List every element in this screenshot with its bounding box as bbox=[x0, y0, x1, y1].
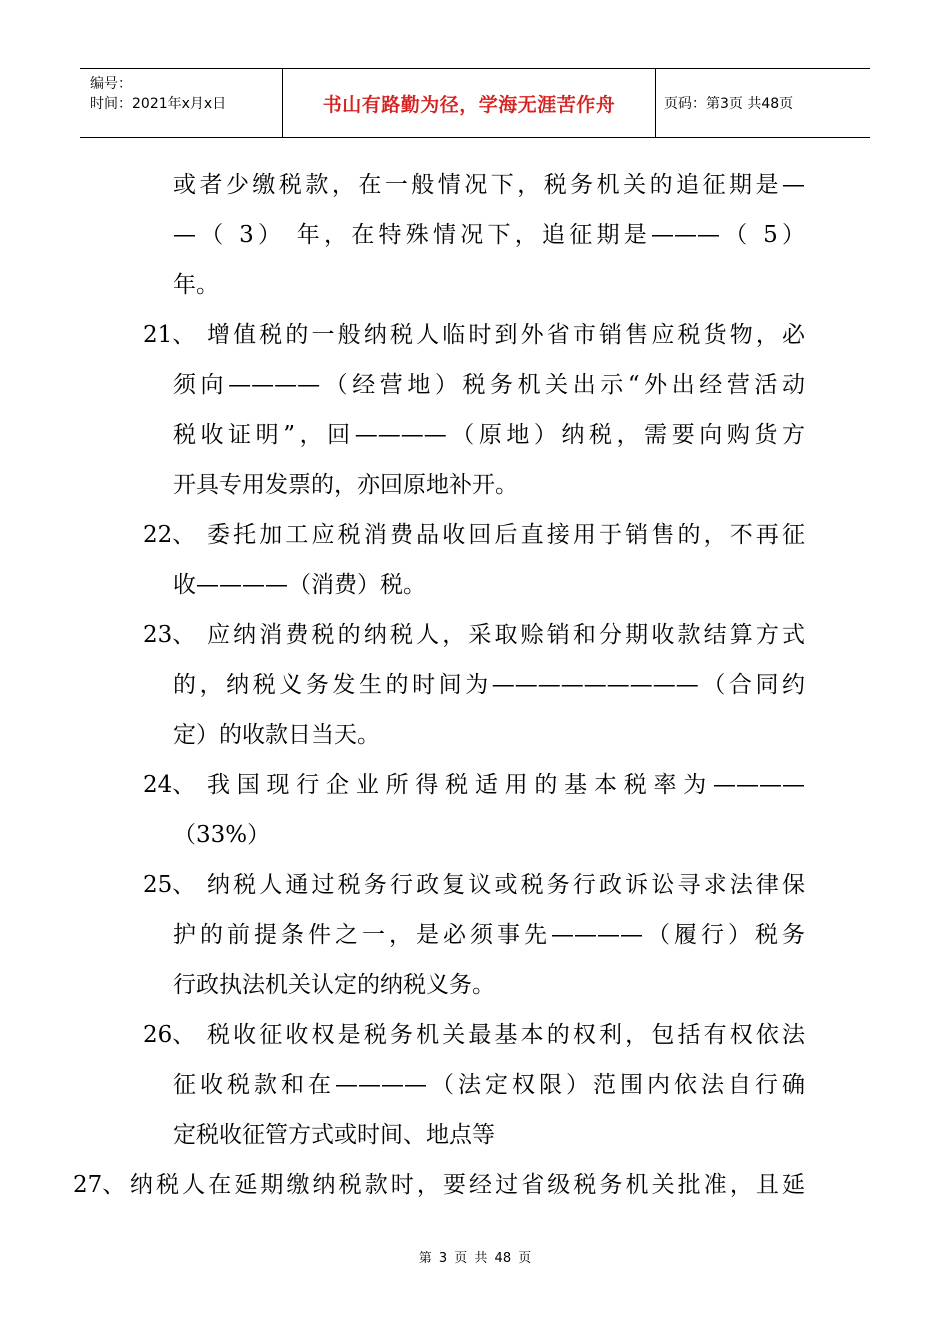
header-page-info: 页码：第3页 共48页 bbox=[664, 96, 794, 112]
paragraph-line: 须向————（经营地）税务机关出示“外出经营活动 bbox=[173, 372, 805, 398]
paragraph-line: 纳税人在延期缴纳税款时，要经过省级税务机关批准，且延 bbox=[130, 1172, 805, 1198]
paragraph-line: 征收税款和在————（法定权限）范围内依法自行确 bbox=[173, 1072, 805, 1098]
paragraph-line: 或者少缴税款，在一般情况下，税务机关的追征期是— bbox=[173, 172, 805, 198]
item-number: 21、 bbox=[143, 322, 196, 348]
paragraph-line: 委托加工应税消费品收回后直接用于销售的，不再征 bbox=[207, 522, 805, 548]
paragraph-line: 护的前提条件之一，是必须事先————（履行）税务 bbox=[173, 922, 805, 948]
paragraph-line: 税收证明”，回————（原地）纳税，需要向购货方 bbox=[173, 422, 805, 448]
paragraph-line: （33%） bbox=[173, 822, 271, 848]
paragraph-line: 增值税的一般纳税人临时到外省市销售应税货物，必 bbox=[207, 322, 805, 348]
item-number: 22、 bbox=[143, 522, 196, 548]
paragraph-line: 应纳消费税的纳税人，采取赊销和分期收款结算方式 bbox=[207, 622, 805, 648]
paragraph-line: 纳税人通过税务行政复议或税务行政诉讼寻求法律保 bbox=[207, 872, 805, 898]
header-number-label: 编号： bbox=[90, 76, 132, 92]
item-number: 25、 bbox=[143, 872, 196, 898]
paragraph-line: 税收征收权是税务机关最基本的权利，包括有权依法 bbox=[207, 1022, 805, 1048]
paragraph-line: 的，纳税义务发生的时间为—————————（合同约 bbox=[173, 672, 805, 698]
paragraph-line: 年。 bbox=[173, 272, 219, 298]
item-number: 27、 bbox=[73, 1172, 126, 1198]
header-table bbox=[80, 68, 870, 138]
paragraph-line: 行政执法机关认定的纳税义务。 bbox=[173, 972, 495, 998]
item-number: 23、 bbox=[143, 622, 196, 648]
item-number: 24、 bbox=[143, 772, 196, 798]
paragraph-line: 我国现行企业所得税适用的基本税率为———— bbox=[207, 772, 805, 798]
paragraph-line: 收————（消费）税。 bbox=[173, 572, 426, 598]
paragraph-line: —（ 3） 年，在特殊情况下，追征期是———（ 5） bbox=[173, 222, 805, 248]
page-footer: 第 3 页 共 48 页 bbox=[418, 1251, 532, 1266]
header-motto-cell bbox=[283, 69, 656, 137]
paragraph-line: 开具专用发票的，亦回原地补开。 bbox=[173, 472, 518, 498]
header-meta-cell bbox=[80, 69, 283, 137]
header-motto: 书山有路勤为径，学海无涯苦作舟 bbox=[322, 93, 616, 116]
paragraph-line: 定税收征管方式或时间、地点等 bbox=[173, 1122, 495, 1148]
header-time-label: 时间：2021年x月x日 bbox=[90, 96, 227, 112]
item-number: 26、 bbox=[143, 1022, 196, 1048]
paragraph-line: 定）的收款日当天。 bbox=[173, 722, 380, 748]
